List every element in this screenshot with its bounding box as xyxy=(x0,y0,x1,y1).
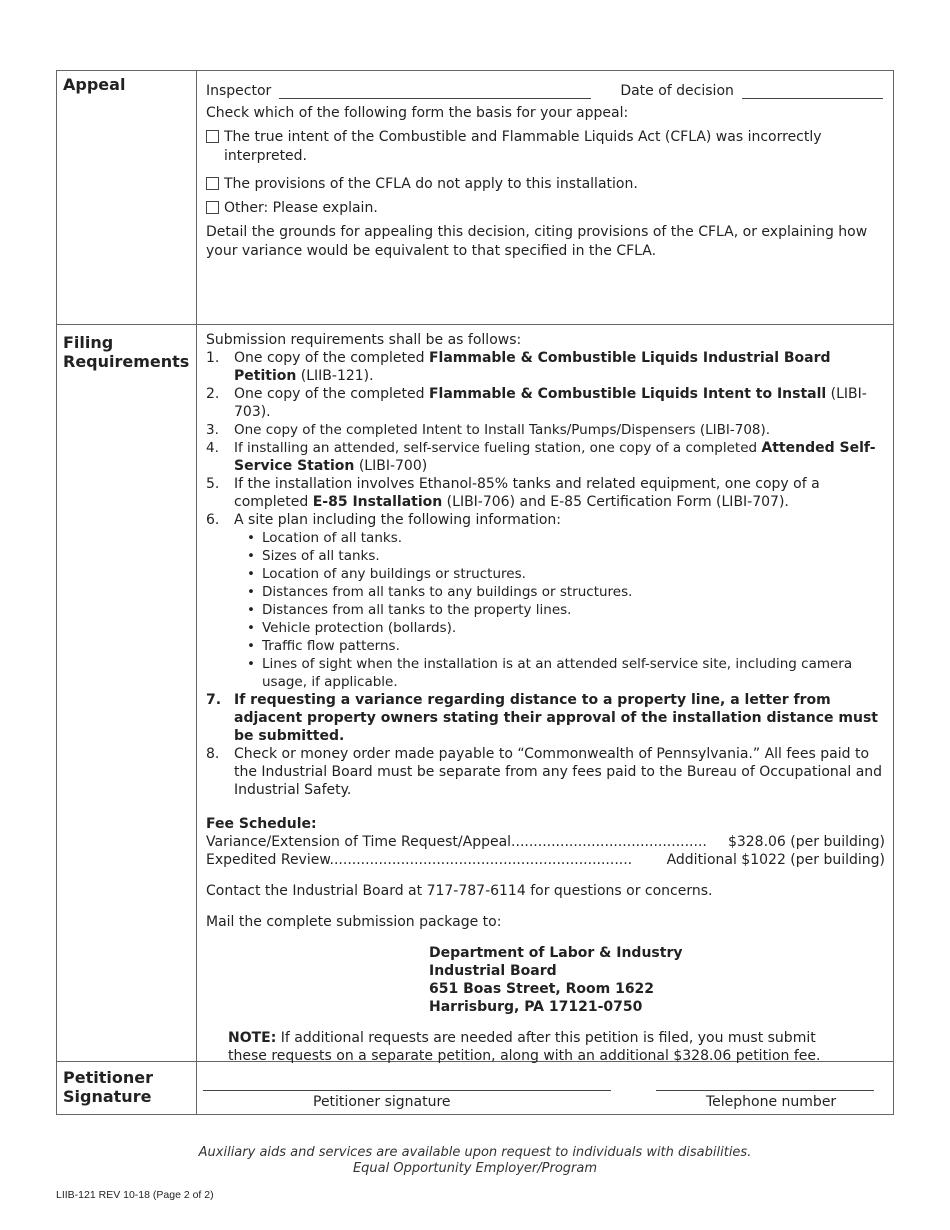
petitioner-signature-caption: Petitioner signature xyxy=(313,1094,451,1110)
note-text: If additional requests are needed after this petition is filed, you must submit these requests on a separate petition, along with an additional $328.06 petition fee. xyxy=(228,1030,821,1064)
telephone-number-field[interactable] xyxy=(656,1090,874,1091)
inspector-line xyxy=(206,77,885,99)
fee-row-expedited xyxy=(206,851,885,869)
bullet-icon: • xyxy=(247,584,255,600)
appeal-option-provisions[interactable] xyxy=(206,175,885,194)
fee-row-variance xyxy=(206,833,885,851)
filing-intro: Submission requirements shall be as follows: xyxy=(206,332,522,348)
requirement-item xyxy=(206,421,885,439)
bullet-icon: • xyxy=(247,530,255,546)
item-text-bold: E-85 Installation xyxy=(312,494,443,510)
item-text xyxy=(234,439,885,475)
item-number: 6. xyxy=(206,512,220,528)
note-label: NOTE: xyxy=(228,1030,277,1046)
mailing-address xyxy=(429,944,885,1016)
appeal-option-other[interactable] xyxy=(206,199,885,218)
address-line: Harrisburg, PA 17121-0750 xyxy=(429,999,643,1015)
fee-amount: Additional $1022 (per building) xyxy=(666,852,885,868)
address-line: Department of Labor & Industry xyxy=(429,945,683,961)
item-text: Check or money order made payable to “Commonwealth of Pennsylvania.” All fees paid to the Industrial Board must be separate from any fees paid to the Bureau of Occupational and Industrial Safety. xyxy=(234,746,883,798)
filing-label-line2: Requirements xyxy=(63,352,190,371)
item-number: 1. xyxy=(206,350,220,366)
item-text xyxy=(234,385,885,421)
requirement-item xyxy=(206,745,885,799)
option-provisions-text: The provisions of the CFLA do not apply to this installation. xyxy=(224,176,638,192)
fee-desc xyxy=(206,833,707,851)
filing-requirements-section xyxy=(57,325,893,1062)
appeal-detail-instructions: Detail the grounds for appealing this decision, citing provisions of the CFLA, or explaining how your variance would be equivalent to that specified in the CFLA. xyxy=(206,224,868,259)
petition-form-table xyxy=(56,70,894,1115)
item-number: 2. xyxy=(206,386,220,402)
item-text: One copy of the completed Intent to Install Tanks/Pumps/Dispensers (LIBI-708). xyxy=(234,422,771,438)
address-line: Industrial Board xyxy=(429,963,557,979)
item-text-pre: One copy of the completed xyxy=(234,350,429,366)
option-intent-text: The true intent of the Combustible and Flammable Liquids Act (CFLA) was incorrectly interpreted. xyxy=(224,129,822,164)
fee-label: Variance/Extension of Time Request/Appeal xyxy=(206,834,512,850)
list-item-text: Lines of sight when the installation is at an attended self-service site, including camera usage, if applicable. xyxy=(262,656,853,690)
item-number: 5. xyxy=(206,476,220,492)
additional-requests-note xyxy=(206,1029,885,1065)
bullet-icon: • xyxy=(247,638,255,654)
signature-label-line1: Petitioner xyxy=(63,1068,153,1087)
list-item xyxy=(247,637,885,655)
fee-schedule-title: Fee Schedule: xyxy=(206,816,317,832)
item-text-bold: Flammable & Combustible Liquids Industrial Board Petition xyxy=(234,350,831,384)
appeal-option-intent[interactable] xyxy=(206,128,885,166)
item-text-bold: Attended Self-Service Station xyxy=(234,440,876,474)
auxiliary-aids-text: Auxiliary aids and services are available upon request to individuals with disabilities. xyxy=(198,1145,752,1160)
list-item xyxy=(247,565,885,583)
petitioner-signature-field[interactable] xyxy=(203,1090,611,1091)
option-other-text: Other: Please explain. xyxy=(224,200,378,216)
list-item xyxy=(247,583,885,601)
contact-info: Contact the Industrial Board at 717-787-6114 for questions or concerns. xyxy=(206,883,713,899)
form-identifier: LIIB-121 REV 10-18 (Page 2 of 2) xyxy=(56,1189,214,1201)
petitioner-signature-label xyxy=(57,1062,197,1114)
requirement-item xyxy=(206,439,885,475)
signature-label-line2: Signature xyxy=(63,1087,152,1106)
item-text-post: (LIBI-700) xyxy=(354,458,428,474)
bullet-icon: • xyxy=(247,548,255,564)
item-text-pre: One copy of the completed xyxy=(234,386,429,402)
bullet-icon: • xyxy=(247,656,255,672)
fee-desc xyxy=(206,851,632,869)
checkbox-intent[interactable] xyxy=(206,130,219,143)
check-prompt: Check which of the following form the basis for your appeal: xyxy=(206,105,629,121)
list-item xyxy=(247,529,885,547)
requirement-item xyxy=(206,511,885,529)
mail-instructions: Mail the complete submission package to: xyxy=(206,914,502,930)
bullet-icon: • xyxy=(247,602,255,618)
list-item xyxy=(247,547,885,565)
address-line: 651 Boas Street, Room 1622 xyxy=(429,981,655,997)
fee-label: Expedited Review xyxy=(206,852,330,868)
list-item xyxy=(247,619,885,637)
item-number: 4. xyxy=(206,440,219,456)
appeal-section xyxy=(57,71,893,325)
petitioner-signature-section xyxy=(57,1062,893,1114)
requirement-item xyxy=(206,385,885,421)
inspector-label: Inspector xyxy=(206,83,272,99)
item-number: 7. xyxy=(206,692,222,708)
bullet-icon: • xyxy=(247,566,255,582)
item-text-pre: If the installation involves Ethanol-85% tanks and related equipment, one copy of a completed xyxy=(234,476,820,510)
list-item-text: Sizes of all tanks. xyxy=(262,548,380,564)
checkbox-other[interactable] xyxy=(206,201,219,214)
list-item-text: Traffic flow patterns. xyxy=(262,638,400,654)
requirement-item xyxy=(206,691,885,745)
item-text xyxy=(234,475,885,511)
item-text-pre: If installing an attended, self-service fueling station, one copy of a completed xyxy=(234,440,762,456)
filing-requirements-label xyxy=(57,325,197,1061)
item-text xyxy=(234,349,885,385)
list-item-text: Vehicle protection (bollards). xyxy=(262,620,457,636)
accessibility-notice xyxy=(0,1145,950,1177)
bullet-icon: • xyxy=(247,620,255,636)
item-text-post: (LIBI-706) and E-85 Certification Form (LIBI-707). xyxy=(442,494,789,510)
requirement-item xyxy=(206,349,885,385)
item-text-post: (LIBI-703). xyxy=(234,386,867,420)
inspector-field[interactable] xyxy=(279,84,591,99)
list-item-text: Distances from all tanks to the property lines. xyxy=(262,602,572,618)
list-item-text: Distances from all tanks to any buildings or structures. xyxy=(262,584,633,600)
fee-leader: .................................................................... xyxy=(329,852,633,868)
date-of-decision-field[interactable] xyxy=(742,84,883,99)
list-item xyxy=(247,601,885,619)
item-number: 3. xyxy=(206,422,219,438)
checkbox-provisions[interactable] xyxy=(206,177,219,190)
list-item-text: Location of all tanks. xyxy=(262,530,403,546)
appeal-label: Appeal xyxy=(57,71,197,324)
requirement-item xyxy=(206,475,885,511)
item-number: 8. xyxy=(206,746,220,762)
fee-leader: ............................................ xyxy=(511,834,707,850)
date-of-decision-label: Date of decision xyxy=(620,83,734,99)
filing-label-line1: Filing xyxy=(63,333,114,352)
site-plan-list xyxy=(247,529,885,691)
item-text: If requesting a variance regarding distance to a property line, a letter from adjacent property owners stating their approval of the installation distance must be submitted. xyxy=(234,692,878,744)
equal-opportunity-text: Equal Opportunity Employer/Program xyxy=(352,1161,598,1176)
list-item-text: Location of any buildings or structures. xyxy=(262,566,526,582)
list-item xyxy=(247,655,885,691)
item-text: A site plan including the following information: xyxy=(234,512,561,528)
telephone-number-caption: Telephone number xyxy=(706,1094,837,1110)
fee-amount: $328.06 (per building) xyxy=(727,834,885,850)
item-text-bold: Flammable & Combustible Liquids Intent to Install xyxy=(428,386,827,402)
item-text-post: (LIIB-121). xyxy=(296,368,374,384)
